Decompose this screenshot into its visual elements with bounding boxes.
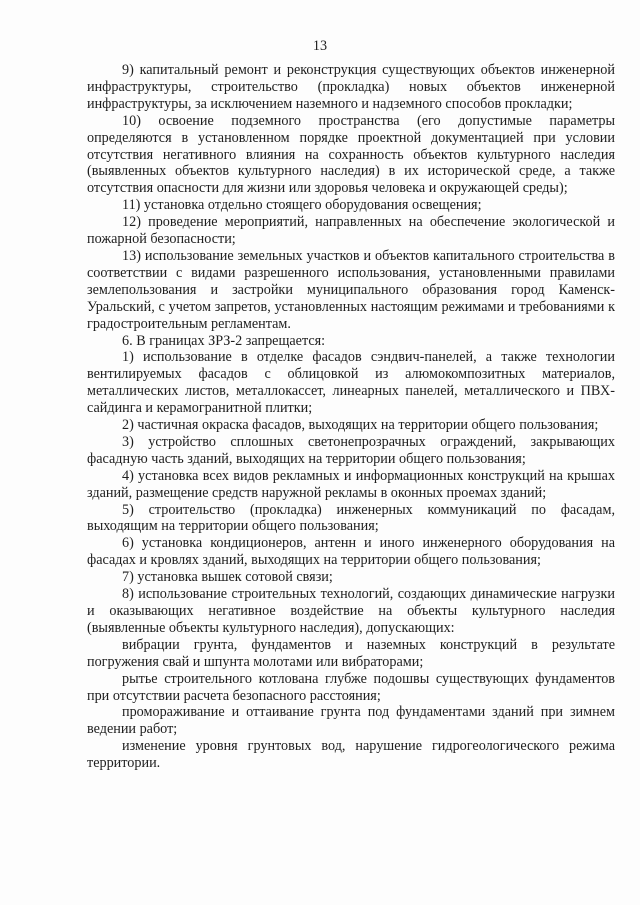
paragraph-item-12: 12) проведение мероприятий, направленных на обеспечение экологической и пожарной безопасности; (87, 214, 615, 248)
page-number: 13 (312, 38, 328, 54)
paragraph-item-10: 10) освоение подземного пространства (его допустимые параметры определяются в установленном порядке проектной документацией при условии отсутствия негативного влияния на сохранность объектов культурного наследия (выявленных объектов культурного наследия) в их исторической среде, а также отсутствия опасности для жизни или здоровья человека и окружающей среды); (87, 112, 615, 197)
paragraph-item-11: 11) установка отдельно стоящего оборудования освещения; (122, 197, 482, 214)
prohibition-item-6: 6) установка кондиционеров, антенн и иного инженерного оборудования на фасадах и кровлях зданий, выходящих на территории общего пользования; (87, 535, 615, 569)
prohibition-item-1: 1) использование в отделке фасадов сэндвич-панелей, а также технологии вентилируемых фасадов с облицовкой из алюмокомпозитных материалов, металлических листов, металлокассет, линеарных панелей, металлического и ПВХ-сайдинга и керамогранитной плитки; (87, 349, 615, 417)
prohibition-item-7: 7) установка вышек сотовой связи; (122, 569, 333, 586)
paragraph-item-9: 9) капитальный ремонт и реконструкция существующих объектов инженерной инфраструктуры, строительство (прокладка) новых объектов инженерной инфраструктуры, за исключением наземного и надземного способов прокладки; (87, 62, 615, 112)
prohibition-item-2: 2) частичная окраска фасадов, выходящих на территории общего пользования; (122, 417, 599, 434)
sub-item-excavation: рытье строительного котлована глубже подошвы существующих фундаментов при отсутствии расчета безопасного расстояния; (87, 670, 615, 704)
prohibition-item-5: 5) строительство (прокладка) инженерных коммуникаций по фасадам, выходящим на территории общего пользования; (87, 501, 615, 535)
prohibition-item-3: 3) устройство сплошных светонепрозрачных ограждений, закрывающих фасадную часть зданий, выходящих на территории общего пользования; (87, 433, 615, 467)
prohibition-item-4: 4) установка всех видов рекламных и информационных конструкций на крышах зданий, размещение средств наружной рекламы в оконных проемах зданий; (87, 467, 615, 501)
section-heading-6: 6. В границах ЗРЗ-2 запрещается: (122, 332, 326, 349)
sub-item-freezing: промораживание и оттаивание грунта под фундаментами зданий при зимнем ведении работ; (87, 704, 615, 738)
sub-item-vibration: вибрации грунта, фундаментов и наземных конструкций в результате погружения свай и шпунта молотами или вибраторами; (87, 636, 615, 670)
paragraph-item-13: 13) использование земельных участков и объектов капитального строительства в соответствии с видами разрешенного использования, установленными правилами землепользования и застройки муниципального образования город Каменск-Уральский, с учетом запретов, установленных настоящим режимами и требованиями к градостроительным регламентам. (87, 247, 615, 332)
prohibition-item-8: 8) использование строительных технологий, создающих динамические нагрузки и оказывающих негативное воздействие на объекты культурного наследия (выявленные объекты культурного наследия), допускающих: (87, 586, 615, 636)
body-text (87, 62, 615, 772)
sub-item-groundwater: изменение уровня грунтовых вод, нарушение гидрогеологического режима территории. (87, 738, 615, 772)
